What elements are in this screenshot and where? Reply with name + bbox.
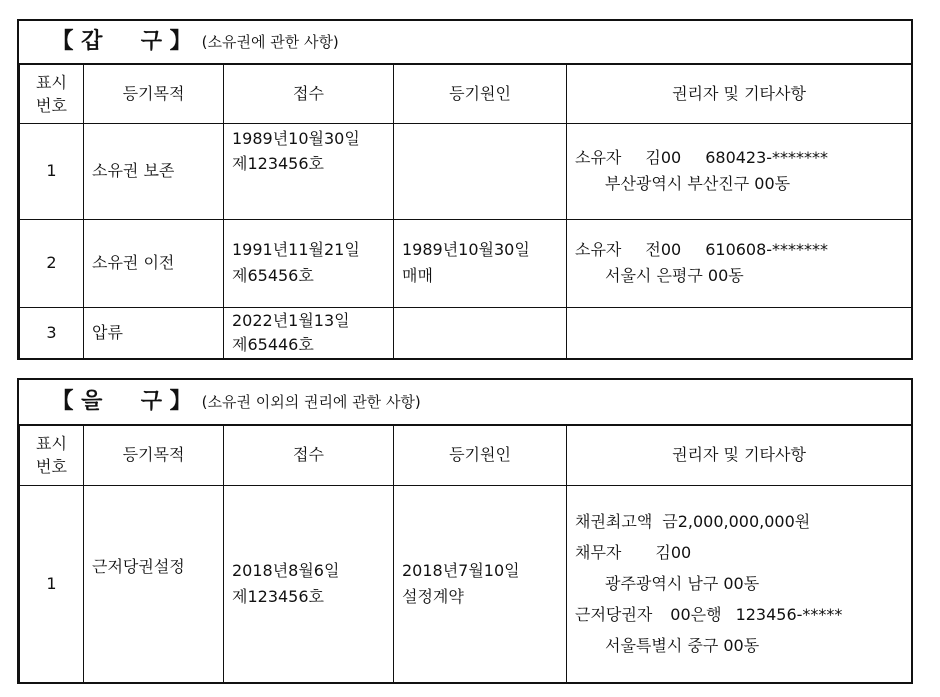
- eul-header-purpose: 등기목적: [84, 425, 224, 485]
- eul-header-no-line2: 번호: [36, 457, 67, 477]
- row-cause: [394, 485, 567, 682]
- row-purpose: 소유권 보존: [84, 123, 224, 219]
- holder-line: [575, 145, 903, 171]
- row-no: 1: [20, 123, 84, 219]
- debtor-label: 채무자: [575, 542, 622, 562]
- row-no: 3: [20, 307, 84, 358]
- debtor-line: [575, 537, 903, 568]
- eul-header-holder: 권리자 및 기타사항: [567, 425, 912, 485]
- gap-table: [19, 21, 912, 359]
- row-purpose: 소유권 이전: [84, 219, 224, 307]
- row-purpose: 압류: [84, 307, 224, 358]
- max-amount: 금2,000,000,000원: [662, 511, 811, 531]
- gap-header-cause: 등기원인: [394, 64, 567, 123]
- row-holder: [567, 485, 912, 682]
- debtor-address: 광주광역시 남구 00동: [605, 573, 760, 593]
- debtor-name: 김00: [655, 542, 692, 562]
- row-cause: [394, 219, 567, 307]
- receipt-date: 2018년8월6일: [232, 560, 340, 580]
- eul-header-cause: 등기원인: [394, 425, 567, 485]
- cause-date: 2018년7월10일: [402, 560, 520, 580]
- gap-header-no-line2: 번호: [36, 95, 67, 115]
- mortgagee-address: 서울특별시 중구 00동: [605, 636, 760, 656]
- eul-header-row: [20, 425, 912, 485]
- eul-header-no-line1: 표시: [36, 434, 67, 454]
- row-holder: [567, 219, 912, 307]
- eul-section-title: 【 을 구 】: [51, 389, 192, 415]
- eul-header-no: [20, 425, 84, 485]
- holder-name: 김00: [645, 148, 682, 168]
- table-row: [20, 123, 912, 219]
- gap-section-title: 【 갑 구 】: [51, 29, 192, 55]
- gap-header-holder: 권리자 및 기타사항: [567, 64, 912, 123]
- eul-section-subtitle: (소유권 이외의 권리에 관한 사항): [201, 393, 421, 411]
- table-row: [20, 485, 912, 682]
- eul-header-receipt: 접수: [224, 425, 394, 485]
- row-cause: [394, 307, 567, 358]
- gap-header-row: [20, 64, 912, 123]
- holder-role: 소유자: [575, 148, 622, 168]
- holder-line: [575, 237, 903, 263]
- mortgagee-label: 근저당권자: [575, 605, 653, 625]
- holder-id: 610608-*******: [705, 240, 829, 260]
- holder-address: 서울시 은평구 00동: [605, 266, 744, 285]
- row-holder: [567, 123, 912, 219]
- row-no: 2: [20, 219, 84, 307]
- gap-header-no-line1: 표시: [36, 72, 67, 92]
- mortgagee-id: 123456-*****: [735, 605, 843, 625]
- gap-header-no: [20, 64, 84, 123]
- cause-date: 1989년10월30일: [402, 240, 530, 260]
- receipt-date: 2022년1월13일: [232, 311, 350, 331]
- eul-table: [19, 380, 912, 683]
- mortgagee-name: 00은행: [670, 605, 722, 625]
- receipt-number: 제65456호: [232, 266, 314, 285]
- row-purpose: 근저당권설정: [84, 485, 224, 682]
- eul-section: [17, 378, 913, 684]
- gap-title-row: [20, 21, 912, 64]
- row-receipt: [224, 485, 394, 682]
- holder-id: 680423-*******: [705, 148, 829, 168]
- gap-header-receipt: 접수: [224, 64, 394, 123]
- table-row: [20, 307, 912, 358]
- gap-header-purpose: 등기목적: [84, 64, 224, 123]
- table-row: [20, 219, 912, 307]
- receipt-date: 1991년11월21일: [232, 240, 360, 260]
- holder-role: 소유자: [575, 240, 622, 260]
- gap-section: [17, 19, 913, 360]
- row-cause: [394, 123, 567, 219]
- mortgagee-line: [575, 599, 903, 630]
- receipt-number: 제123456호: [232, 154, 324, 174]
- cause-type: 설정계약: [402, 586, 464, 606]
- row-no: 1: [20, 485, 84, 682]
- receipt-number: 제65446호: [232, 334, 314, 354]
- row-receipt: [224, 123, 394, 219]
- holder-address: 부산광역시 부산진구 00동: [605, 174, 791, 193]
- gap-section-subtitle: (소유권에 관한 사항): [201, 33, 339, 51]
- eul-title-row: [20, 380, 912, 425]
- receipt-date: 1989년10월30일: [232, 128, 360, 148]
- cause-type: 매매: [402, 266, 433, 285]
- receipt-number: 제123456호: [232, 586, 324, 606]
- row-receipt: [224, 307, 394, 358]
- max-amount-line: [575, 506, 903, 537]
- row-receipt: [224, 219, 394, 307]
- row-holder: [567, 307, 912, 358]
- holder-name: 전00: [645, 240, 682, 260]
- max-amount-label: 채권최고액: [575, 511, 653, 531]
